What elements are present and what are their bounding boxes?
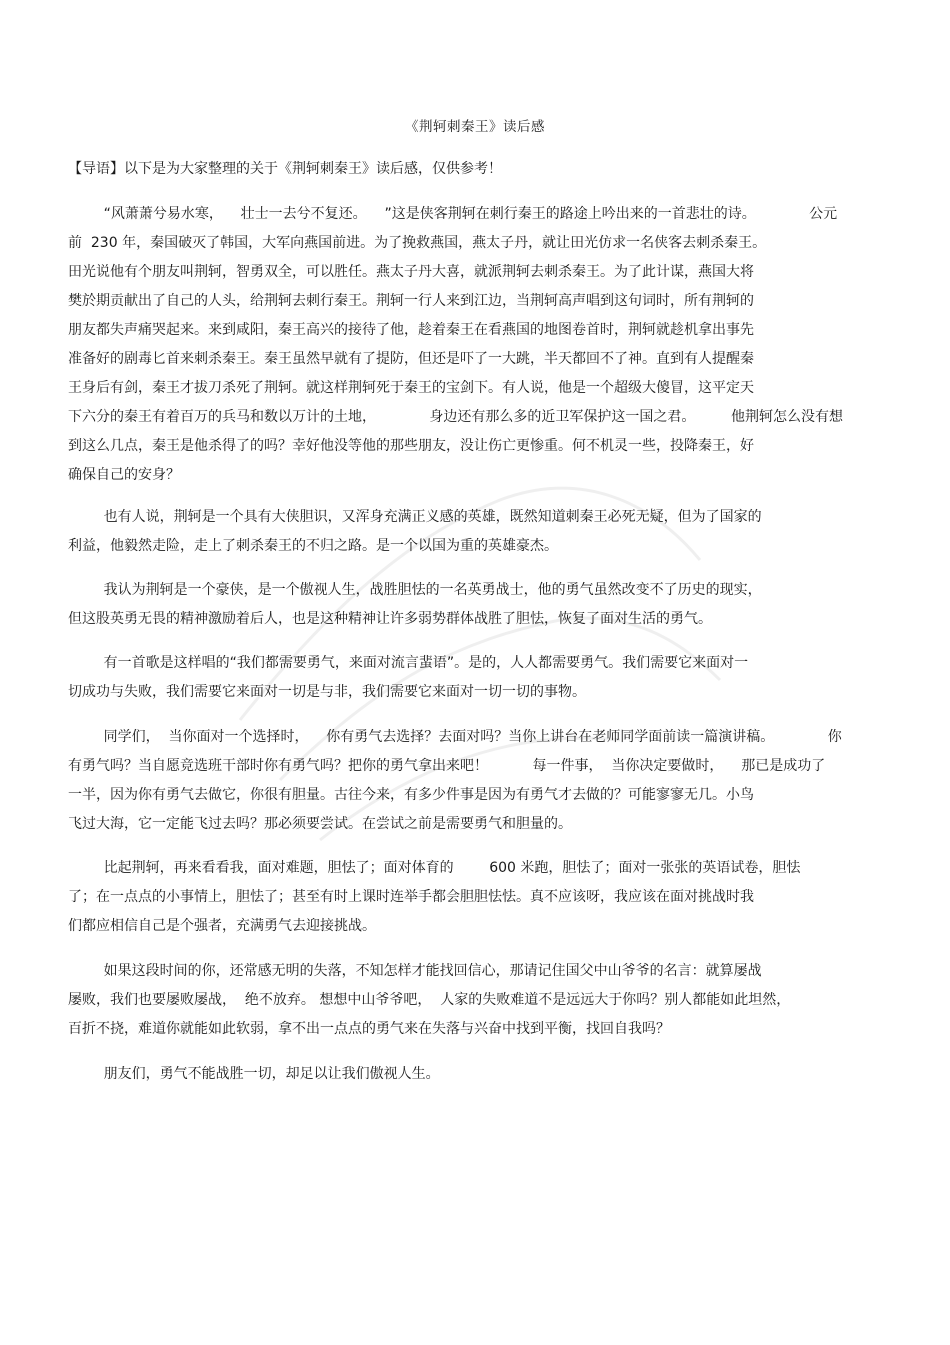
text-line: 朋友都失声痛哭起来。来到咸阳，秦王高兴的接待了他，趁着秦王在看燕国的地图卷首时，荆轲就趁机拿出事先 <box>68 322 754 338</box>
text-line: 也有人说，荆轲是一个具有大侠胆识，又浑身充满正义感的英雄，既然知道刺秦王必死无疑，但为了国家的 <box>68 509 762 525</box>
text-line: 确保自己的安身？ <box>68 467 180 483</box>
text-line: 利益，他毅然走险，走上了刺杀秦王的不归之路。是一个以国为重的英雄豪杰。 <box>68 538 558 554</box>
text-line: 们都应相信自己是个强者，充满勇气去迎接挑战。 <box>68 918 376 934</box>
text-line: 朋友们，勇气不能战胜一切，却足以让我们傲视人生。 <box>68 1066 440 1082</box>
text-line: 同学们， 当你面对一个选择时， 你有勇气去选择？去面对吗？当你上讲台在老师同学面前读一篇演讲稿。 你 <box>68 729 842 745</box>
text-line: 切成功与失败，我们需要它来面对一切是与非，我们需要它来面对一切一切的事物。 <box>68 684 586 700</box>
text-line: 王身后有剑，秦王才拔刀杀死了荆轲。就这样荆轲死于秦王的宝剑下。有人说，他是一个超级大傻冒，这平定天 <box>68 380 754 396</box>
document-title: 《荆轲刺秦王》读后感 <box>405 119 545 135</box>
text-line: 准备好的剧毒匕首来刺杀秦王。秦王虽然早就有了提防，但还是吓了一大跳，半天都回不了神。直到有人提醒秦 <box>68 351 754 367</box>
text-line: 有勇气吗？当自愿竞选班干部时你有勇气吗？把你的勇气拿出来吧！ 每一件事， 当你决定要做时， 那已是成功了 <box>68 758 826 774</box>
text-line: 比起荆轲，再来看看我，面对难题，胆怯了；面对体育的 600 米跑，胆怯了；面对一张张的英语试卷，胆怯 <box>68 860 801 876</box>
text-line: “风萧萧兮易水寒， 壮士一去兮不复还。 ”这是侠客荆轲在刺行秦王的路途上吟出来的一首悲壮的诗。 公元 <box>68 206 838 222</box>
text-line: 百折不挠，难道你就能如此软弱，拿不出一点点的勇气来在失落与兴奋中找到平衡，找回自我吗？ <box>68 1021 670 1037</box>
text-line: 飞过大海，它一定能飞过去吗？那必须要尝试。在尝试之前是需要勇气和胆量的。 <box>68 816 572 832</box>
text-line: 我认为荆轲是一个豪侠，是一个傲视人生，战胜胆怯的一名英勇战士，他的勇气虽然改变不了历史的现实， <box>68 582 762 598</box>
text-line: 田光说他有个朋友叫荆轲，智勇双全，可以胜任。燕太子丹大喜，就派荆轲去刺杀秦王。为了此计谋，燕国大将 <box>68 264 754 280</box>
text-line: 但这股英勇无畏的精神激励着后人，也是这种精神让许多弱势群体战胜了胆怯，恢复了面对生活的勇气。 <box>68 611 712 627</box>
text-line: 到这么几点，秦王是他杀得了的吗？幸好他没等他的那些朋友，没让伤亡更惨重。何不机灵一些，投降秦王，好 <box>68 438 754 454</box>
text-line: 一半，因为你有勇气去做它，你很有胆量。古往今来，有多少件事是因为有勇气才去做的？可能寥寥无几。小鸟 <box>68 787 754 803</box>
text-line: 有一首歌是这样唱的“我们都需要勇气，来面对流言蜚语”。是的，人人都需要勇气。我们需要它来面对一 <box>68 655 749 671</box>
text-line: 了；在一点点的小事情上，胆怯了；甚至有时上课时连举手都会胆胆怯怯。真不应该呀，我应该在面对挑战时我 <box>68 889 754 905</box>
text-line: 樊於期贡献出了自己的人头，给荆轲去刺行秦王。荆轲一行人来到江边，当荆轲高声唱到这句词时，所有荆轲的 <box>68 293 754 309</box>
text-line: 下六分的秦王有着百万的兵马和数以万计的土地， 身边还有那么多的近卫军保护这一国之君。 他荆轲怎么没有想 <box>68 409 844 425</box>
text-line: 前 230 年，秦国破灭了韩国，大军向燕国前进。为了挽救燕国，燕太子丹，就让田光仿求一名侠客去刺杀秦王。 <box>68 235 767 251</box>
text-line: 如果这段时间的你，还常感无明的失落，不知怎样才能找回信心，那请记住国父中山爷爷的名言：就算屡战 <box>68 963 762 979</box>
intro-line: 【导语】以下是为大家整理的关于《荆轲刺秦王》读后感，仅供参考！ <box>68 161 502 177</box>
text-line: 屡败，我们也要屡败屡战， 绝不放弃。 想想中山爷爷吧， 人家的失败难道不是远远大于你吗？别人都能如此坦然， <box>68 992 791 1008</box>
